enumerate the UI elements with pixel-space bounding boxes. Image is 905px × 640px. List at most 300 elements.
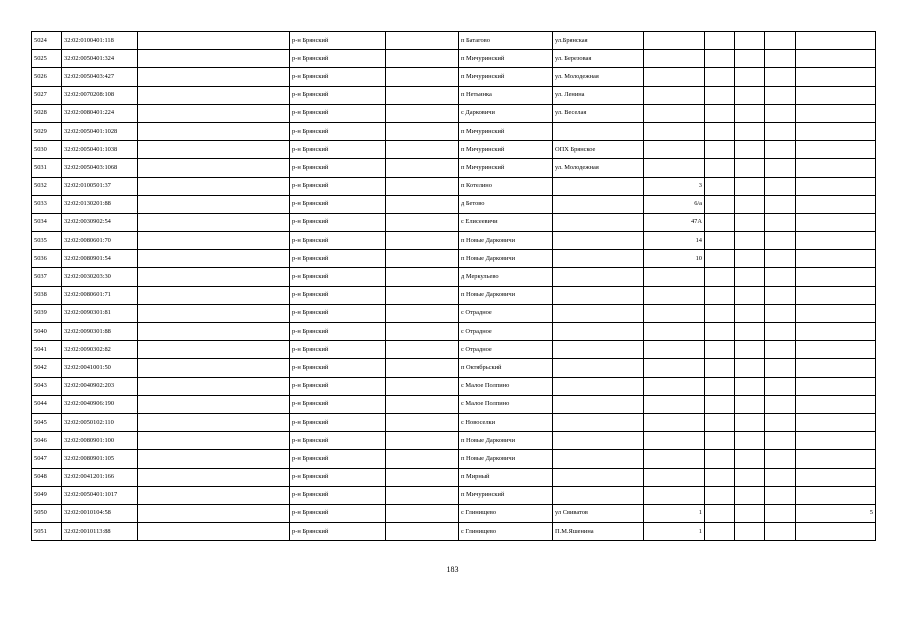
empty-cell — [386, 413, 459, 431]
street-cell — [553, 413, 644, 431]
empty-cell — [138, 450, 290, 468]
street-cell — [553, 177, 644, 195]
settlement-cell: п Мичуринский — [459, 159, 553, 177]
settlement-cell: п Новые Дарковичи — [459, 286, 553, 304]
record-number-cell: 5034 — [32, 213, 62, 231]
record-number-cell: 5050 — [32, 504, 62, 522]
empty-cell — [765, 323, 796, 341]
district-cell: р-н Брянский — [290, 250, 386, 268]
empty-cell — [386, 232, 459, 250]
district-cell: р-н Брянский — [290, 304, 386, 322]
house-number-cell: 10 — [644, 250, 705, 268]
table-row — [32, 341, 876, 359]
empty-cell — [735, 68, 765, 86]
empty-cell — [705, 413, 735, 431]
cadastral-number-cell: 32:02:0050401:1017 — [62, 486, 138, 504]
empty-cell — [386, 68, 459, 86]
settlement-cell: п Новые Дарковичи — [459, 250, 553, 268]
empty-cell — [765, 504, 796, 522]
extra-value-cell — [796, 432, 876, 450]
house-number-cell — [644, 32, 705, 50]
empty-cell — [735, 450, 765, 468]
street-cell: П.М.Яшенина — [553, 523, 644, 541]
empty-cell — [138, 195, 290, 213]
empty-cell — [138, 377, 290, 395]
street-cell: ОПХ Брянское — [553, 141, 644, 159]
empty-cell — [138, 32, 290, 50]
house-number-cell — [644, 104, 705, 122]
empty-cell — [705, 377, 735, 395]
cadastral-number-cell: 32:02:0010113:88 — [62, 523, 138, 541]
empty-cell — [705, 268, 735, 286]
empty-cell — [138, 177, 290, 195]
table-row — [32, 432, 876, 450]
empty-cell — [386, 32, 459, 50]
table-row — [32, 32, 876, 50]
settlement-cell: п Мичуринский — [459, 141, 553, 159]
cadastral-number-cell: 32:02:0080901:100 — [62, 432, 138, 450]
empty-cell — [765, 122, 796, 140]
empty-cell — [386, 323, 459, 341]
empty-cell — [386, 86, 459, 104]
table-row — [32, 450, 876, 468]
street-cell: ул. Березовая — [553, 50, 644, 68]
settlement-cell: п Мирный — [459, 468, 553, 486]
empty-cell — [765, 159, 796, 177]
empty-cell — [705, 523, 735, 541]
empty-cell — [705, 141, 735, 159]
extra-value-cell — [796, 450, 876, 468]
empty-cell — [386, 213, 459, 231]
settlement-cell: с Глинищево — [459, 523, 553, 541]
empty-cell — [765, 68, 796, 86]
empty-cell — [386, 377, 459, 395]
empty-cell — [765, 359, 796, 377]
empty-cell — [765, 268, 796, 286]
cadastral-number-cell: 32:02:0080601:70 — [62, 232, 138, 250]
house-number-cell: 1 — [644, 504, 705, 522]
empty-cell — [735, 377, 765, 395]
empty-cell — [138, 86, 290, 104]
empty-cell — [765, 213, 796, 231]
district-cell: р-н Брянский — [290, 504, 386, 522]
empty-cell — [386, 104, 459, 122]
street-cell — [553, 486, 644, 504]
cadastral-number-cell: 32:02:0050403:427 — [62, 68, 138, 86]
empty-cell — [138, 413, 290, 431]
record-number-cell: 5031 — [32, 159, 62, 177]
record-number-cell: 5041 — [32, 341, 62, 359]
street-cell — [553, 250, 644, 268]
house-number-cell — [644, 68, 705, 86]
district-cell: р-н Брянский — [290, 195, 386, 213]
empty-cell — [138, 68, 290, 86]
page-number: 183 — [446, 565, 459, 574]
empty-cell — [705, 68, 735, 86]
table-row — [32, 486, 876, 504]
empty-cell — [138, 432, 290, 450]
empty-cell — [138, 286, 290, 304]
record-number-cell: 5043 — [32, 377, 62, 395]
settlement-cell: п Мичуринский — [459, 68, 553, 86]
empty-cell — [735, 359, 765, 377]
empty-cell — [705, 250, 735, 268]
empty-cell — [765, 141, 796, 159]
house-number-cell — [644, 50, 705, 68]
house-number-cell — [644, 377, 705, 395]
record-number-cell: 5033 — [32, 195, 62, 213]
table-row — [32, 141, 876, 159]
house-number-cell — [644, 468, 705, 486]
empty-cell — [705, 195, 735, 213]
empty-cell — [735, 468, 765, 486]
settlement-cell: с Малое Полпино — [459, 377, 553, 395]
settlement-cell: п Новые Дарковичи — [459, 450, 553, 468]
empty-cell — [386, 177, 459, 195]
street-cell — [553, 395, 644, 413]
empty-cell — [386, 432, 459, 450]
empty-cell — [765, 104, 796, 122]
extra-value-cell — [796, 86, 876, 104]
empty-cell — [138, 486, 290, 504]
empty-cell — [735, 341, 765, 359]
empty-cell — [765, 377, 796, 395]
house-number-cell: 14 — [644, 232, 705, 250]
table-row — [32, 323, 876, 341]
table-row — [32, 86, 876, 104]
district-cell: р-н Брянский — [290, 359, 386, 377]
empty-cell — [735, 323, 765, 341]
empty-cell — [765, 286, 796, 304]
street-cell: ул Свиватов — [553, 504, 644, 522]
empty-cell — [705, 341, 735, 359]
record-number-cell: 5048 — [32, 468, 62, 486]
empty-cell — [735, 432, 765, 450]
cadastral-number-cell: 32:02:0100501:37 — [62, 177, 138, 195]
extra-value-cell — [796, 486, 876, 504]
empty-cell — [765, 432, 796, 450]
extra-value-cell: 5 — [796, 504, 876, 522]
extra-value-cell — [796, 468, 876, 486]
table-row — [32, 50, 876, 68]
street-cell — [553, 377, 644, 395]
empty-cell — [386, 195, 459, 213]
district-cell: р-н Брянский — [290, 268, 386, 286]
table-body — [32, 32, 876, 541]
empty-cell — [735, 213, 765, 231]
empty-cell — [705, 450, 735, 468]
district-cell: р-н Брянский — [290, 232, 386, 250]
empty-cell — [386, 523, 459, 541]
empty-cell — [386, 395, 459, 413]
house-number-cell — [644, 268, 705, 286]
district-cell: р-н Брянский — [290, 177, 386, 195]
table-row — [32, 104, 876, 122]
house-number-cell — [644, 323, 705, 341]
record-number-cell: 5025 — [32, 50, 62, 68]
table-row — [32, 122, 876, 140]
empty-cell — [705, 86, 735, 104]
empty-cell — [765, 304, 796, 322]
extra-value-cell — [796, 359, 876, 377]
empty-cell — [705, 232, 735, 250]
extra-value-cell — [796, 286, 876, 304]
house-number-cell — [644, 304, 705, 322]
house-number-cell: 1 — [644, 523, 705, 541]
extra-value-cell — [796, 304, 876, 322]
district-cell: р-н Брянский — [290, 395, 386, 413]
cadastral-number-cell: 32:02:0030902:54 — [62, 213, 138, 231]
empty-cell — [735, 304, 765, 322]
empty-cell — [765, 177, 796, 195]
empty-cell — [386, 250, 459, 268]
empty-cell — [138, 304, 290, 322]
empty-cell — [138, 50, 290, 68]
empty-cell — [735, 141, 765, 159]
record-number-cell: 5047 — [32, 450, 62, 468]
cadastral-number-cell: 32:02:0050401:324 — [62, 50, 138, 68]
empty-cell — [386, 468, 459, 486]
record-number-cell: 5024 — [32, 32, 62, 50]
table-row — [32, 268, 876, 286]
house-number-cell — [644, 286, 705, 304]
empty-cell — [386, 504, 459, 522]
settlement-cell: п Нетьинка — [459, 86, 553, 104]
empty-cell — [386, 286, 459, 304]
table-row — [32, 304, 876, 322]
empty-cell — [138, 104, 290, 122]
empty-cell — [735, 523, 765, 541]
house-number-cell — [644, 486, 705, 504]
cadastral-number-cell: 32:02:0050401:1028 — [62, 122, 138, 140]
empty-cell — [735, 122, 765, 140]
district-cell: р-н Брянский — [290, 413, 386, 431]
empty-cell — [138, 159, 290, 177]
record-number-cell: 5035 — [32, 232, 62, 250]
district-cell: р-н Брянский — [290, 523, 386, 541]
empty-cell — [386, 486, 459, 504]
district-cell: р-н Брянский — [290, 432, 386, 450]
empty-cell — [765, 250, 796, 268]
extra-value-cell — [796, 122, 876, 140]
street-cell — [553, 432, 644, 450]
extra-value-cell — [796, 232, 876, 250]
district-cell: р-н Брянский — [290, 86, 386, 104]
record-number-cell: 5027 — [32, 86, 62, 104]
district-cell: р-н Брянский — [290, 68, 386, 86]
cadastral-number-cell: 32:02:0090301:81 — [62, 304, 138, 322]
empty-cell — [765, 486, 796, 504]
cadastral-number-cell: 32:02:0080401:224 — [62, 104, 138, 122]
empty-cell — [705, 32, 735, 50]
empty-cell — [765, 523, 796, 541]
table-row — [32, 504, 876, 522]
cadastral-number-cell: 32:02:0100401:118 — [62, 32, 138, 50]
house-number-cell — [644, 432, 705, 450]
empty-cell — [138, 323, 290, 341]
cadastral-number-cell: 32:02:0041201:166 — [62, 468, 138, 486]
extra-value-cell — [796, 250, 876, 268]
settlement-cell: д Меркульево — [459, 268, 553, 286]
extra-value-cell — [796, 32, 876, 50]
empty-cell — [735, 268, 765, 286]
street-cell — [553, 232, 644, 250]
empty-cell — [705, 50, 735, 68]
empty-cell — [735, 286, 765, 304]
table-row — [32, 359, 876, 377]
table-row — [32, 213, 876, 231]
empty-cell — [705, 504, 735, 522]
table-row — [32, 159, 876, 177]
extra-value-cell — [796, 341, 876, 359]
empty-cell — [735, 413, 765, 431]
extra-value-cell — [796, 195, 876, 213]
cadastral-number-cell: 32:02:0030203:30 — [62, 268, 138, 286]
house-number-cell — [644, 359, 705, 377]
district-cell: р-н Брянский — [290, 50, 386, 68]
record-number-cell: 5051 — [32, 523, 62, 541]
record-number-cell: 5040 — [32, 323, 62, 341]
street-cell: ул. Веселая — [553, 104, 644, 122]
extra-value-cell — [796, 141, 876, 159]
empty-cell — [705, 159, 735, 177]
empty-cell — [735, 486, 765, 504]
empty-cell — [735, 104, 765, 122]
record-number-cell: 5044 — [32, 395, 62, 413]
empty-cell — [765, 195, 796, 213]
settlement-cell: п Новые Дарковичи — [459, 232, 553, 250]
settlement-cell: с Отрадное — [459, 323, 553, 341]
extra-value-cell — [796, 395, 876, 413]
table-row — [32, 232, 876, 250]
empty-cell — [386, 159, 459, 177]
table-row — [32, 68, 876, 86]
table-row — [32, 195, 876, 213]
cadastral-number-cell: 32:02:0050401:1038 — [62, 141, 138, 159]
empty-cell — [386, 50, 459, 68]
house-number-cell — [644, 122, 705, 140]
settlement-cell: с Отрадное — [459, 341, 553, 359]
district-cell: р-н Брянский — [290, 32, 386, 50]
street-cell — [553, 450, 644, 468]
empty-cell — [705, 432, 735, 450]
record-number-cell: 5045 — [32, 413, 62, 431]
house-number-cell: 6/а — [644, 195, 705, 213]
house-number-cell: 47А — [644, 213, 705, 231]
empty-cell — [765, 86, 796, 104]
empty-cell — [765, 50, 796, 68]
house-number-cell — [644, 341, 705, 359]
property-registry-table — [31, 31, 876, 541]
house-number-cell — [644, 159, 705, 177]
empty-cell — [386, 359, 459, 377]
street-cell: ул. Ленина — [553, 86, 644, 104]
empty-cell — [765, 413, 796, 431]
cadastral-number-cell: 32:02:0041001:50 — [62, 359, 138, 377]
record-number-cell: 5026 — [32, 68, 62, 86]
cadastral-number-cell: 32:02:0010104:58 — [62, 504, 138, 522]
district-cell: р-н Брянский — [290, 450, 386, 468]
empty-cell — [735, 32, 765, 50]
empty-cell — [765, 468, 796, 486]
empty-cell — [386, 450, 459, 468]
table-row — [32, 468, 876, 486]
district-cell: р-н Брянский — [290, 377, 386, 395]
table-row — [32, 177, 876, 195]
extra-value-cell — [796, 268, 876, 286]
extra-value-cell — [796, 523, 876, 541]
extra-value-cell — [796, 413, 876, 431]
cadastral-number-cell: 32:02:0090301:88 — [62, 323, 138, 341]
record-number-cell: 5037 — [32, 268, 62, 286]
street-cell — [553, 341, 644, 359]
empty-cell — [138, 341, 290, 359]
empty-cell — [138, 250, 290, 268]
record-number-cell: 5038 — [32, 286, 62, 304]
house-number-cell — [644, 141, 705, 159]
empty-cell — [735, 395, 765, 413]
settlement-cell: д Бетово — [459, 195, 553, 213]
house-number-cell — [644, 86, 705, 104]
table-row — [32, 250, 876, 268]
settlement-cell: п Октябрьский — [459, 359, 553, 377]
house-number-cell — [644, 450, 705, 468]
table-row — [32, 377, 876, 395]
table-row — [32, 286, 876, 304]
empty-cell — [765, 32, 796, 50]
cadastral-number-cell: 32:02:0090302:82 — [62, 341, 138, 359]
extra-value-cell — [796, 213, 876, 231]
settlement-cell: п Мичуринский — [459, 50, 553, 68]
empty-cell — [735, 195, 765, 213]
empty-cell — [735, 504, 765, 522]
street-cell: ул. Молодежная — [553, 68, 644, 86]
extra-value-cell — [796, 159, 876, 177]
empty-cell — [735, 250, 765, 268]
street-cell: ул.Брянская — [553, 32, 644, 50]
empty-cell — [705, 213, 735, 231]
district-cell: р-н Брянский — [290, 468, 386, 486]
district-cell: р-н Брянский — [290, 141, 386, 159]
empty-cell — [138, 359, 290, 377]
street-cell — [553, 286, 644, 304]
street-cell — [553, 268, 644, 286]
settlement-cell: с Малое Полпино — [459, 395, 553, 413]
table-row — [32, 413, 876, 431]
street-cell — [553, 213, 644, 231]
empty-cell — [386, 141, 459, 159]
extra-value-cell — [796, 68, 876, 86]
district-cell: р-н Брянский — [290, 286, 386, 304]
empty-cell — [765, 395, 796, 413]
street-cell: ул. Молодежная — [553, 159, 644, 177]
empty-cell — [705, 323, 735, 341]
street-cell — [553, 323, 644, 341]
extra-value-cell — [796, 323, 876, 341]
extra-value-cell — [796, 50, 876, 68]
cadastral-number-cell: 32:02:0040906:190 — [62, 395, 138, 413]
empty-cell — [735, 177, 765, 195]
settlement-cell: с Глинищево — [459, 504, 553, 522]
record-number-cell: 5046 — [32, 432, 62, 450]
cadastral-number-cell: 32:02:0080901:105 — [62, 450, 138, 468]
empty-cell — [138, 268, 290, 286]
settlement-cell: с Новоселки — [459, 413, 553, 431]
empty-cell — [705, 395, 735, 413]
empty-cell — [705, 286, 735, 304]
empty-cell — [735, 50, 765, 68]
cadastral-number-cell: 32:02:0040902:203 — [62, 377, 138, 395]
